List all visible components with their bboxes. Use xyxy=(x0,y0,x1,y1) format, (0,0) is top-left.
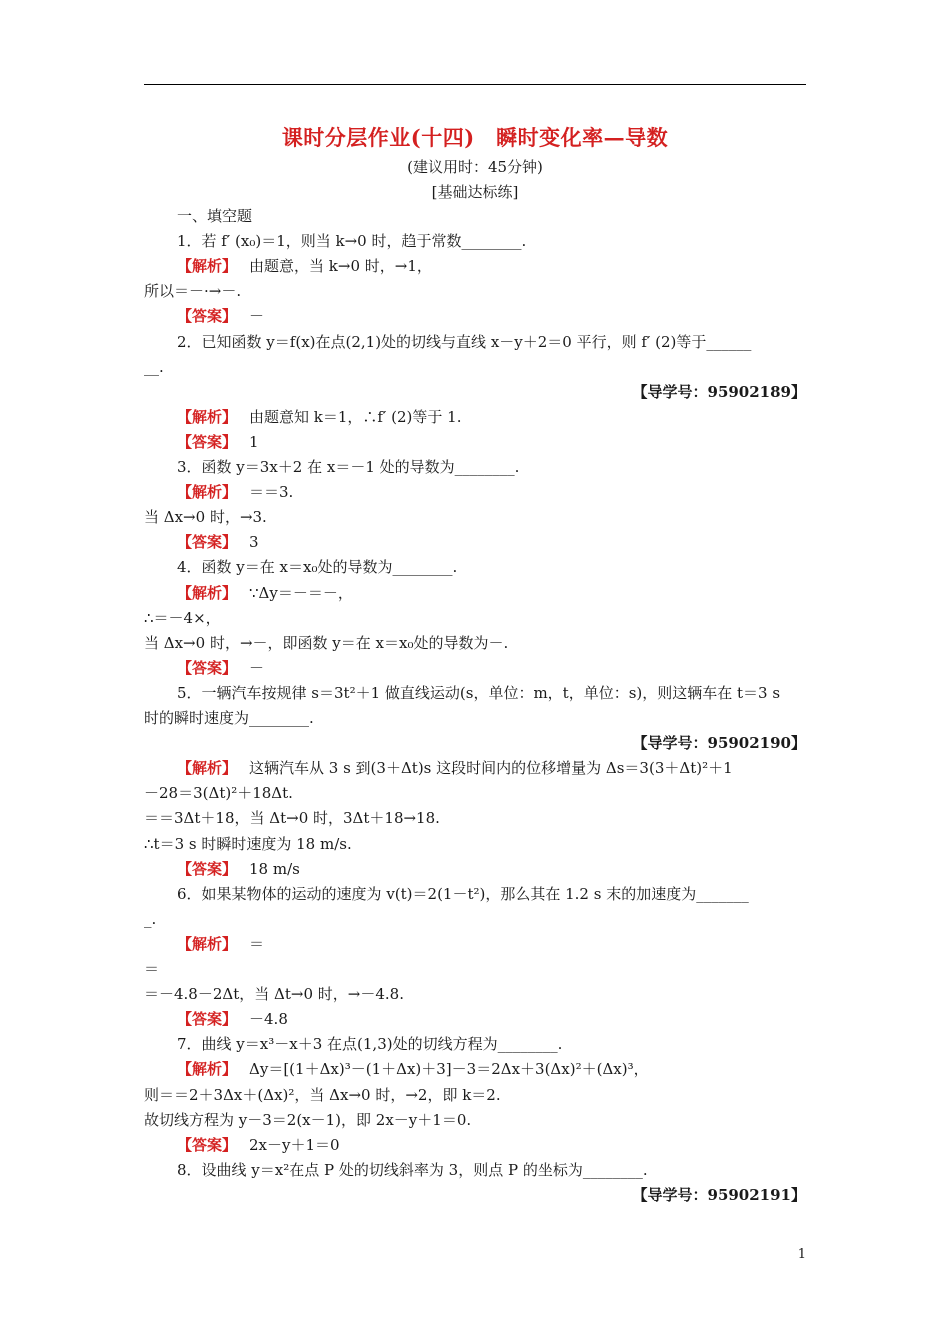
text-line: 2．已知函数 y＝f(x)在点(2,1)处的切线与直线 x－y＋2＝0 平行，则 f′ (2)等于______ xyxy=(177,333,752,351)
page-number: 1 xyxy=(797,1247,806,1262)
answer-line xyxy=(144,306,839,326)
answer-label: 【答案】 xyxy=(177,659,238,677)
answer-line xyxy=(144,658,839,678)
answer-line xyxy=(144,859,839,879)
text-line: 7．曲线 y＝x³－x＋3 在点(1,3)处的切线方程为________. xyxy=(177,1035,563,1053)
solution-label: 【解析】 xyxy=(177,1060,238,1078)
text-line: －28＝3(Δt)²＋18Δt. xyxy=(144,784,293,802)
text-line: ＝ xyxy=(144,960,160,978)
answer-label: 【答案】 xyxy=(177,860,238,878)
text-line: ∴＝－4×， xyxy=(144,609,221,627)
text-line: 故切线方程为 y－3＝2(x－1)，即 2x－y＋1＝0. xyxy=(144,1111,472,1129)
text-line: 当 Δx→0 时，→－，即函数 y＝在 x＝x₀处的导数为－. xyxy=(144,634,509,652)
line-text: － xyxy=(249,307,265,325)
page-title: 课时分层作业(十四) 瞬时变化率—导数 xyxy=(281,125,669,150)
guide-number: 【导学号：95902189】 xyxy=(632,383,806,401)
solution-line xyxy=(144,1059,839,1079)
text-line: 时的瞬时速度为________. xyxy=(144,709,314,727)
text-line: 8．设曲线 y＝x²在点 P 处的切线斜率为 3，则点 P 的坐标为________. xyxy=(177,1161,648,1179)
line-text: 3 xyxy=(249,533,259,551)
header-rule xyxy=(144,84,806,85)
solution-line xyxy=(144,407,839,427)
solution-line xyxy=(144,583,839,603)
solution-line xyxy=(144,482,839,502)
solution-label: 【解析】 xyxy=(177,483,238,501)
solution-label: 【解析】 xyxy=(177,408,238,426)
time-suggestion: (建议用时：45分钟) xyxy=(407,158,543,176)
answer-label: 【答案】 xyxy=(177,433,238,451)
text-line: 一、填空题 xyxy=(177,207,253,225)
answer-line xyxy=(144,1135,839,1155)
text-line: 所以＝－·→－. xyxy=(144,282,242,300)
line-text: 2x－y＋1＝0 xyxy=(249,1136,340,1154)
line-text: ∵Δy＝－＝－， xyxy=(249,584,353,602)
line-text: 由题意知 k＝1，∴f′ (2)等于 1. xyxy=(249,408,462,426)
text-line: 1．若 f′ (x₀)＝1，则当 k→0 时，趋于常数________. xyxy=(177,232,527,250)
solution-label: 【解析】 xyxy=(177,935,238,953)
solution-line xyxy=(144,758,839,778)
text-line: 3．函数 y＝3x＋2 在 x＝－1 处的导数为________. xyxy=(177,458,520,476)
guide-number: 【导学号：95902191】 xyxy=(632,1186,806,1204)
section-level: [基础达标练] xyxy=(431,183,519,201)
answer-line xyxy=(144,432,839,452)
solution-line xyxy=(144,256,839,276)
answer-label: 【答案】 xyxy=(177,1010,238,1028)
text-line: 6．如果某物体的运动的速度为 v(t)＝2(1－t²)，那么其在 1.2 s 末的加速度为_______ xyxy=(177,885,749,903)
solution-line xyxy=(144,934,839,954)
text-line: ＝＝3Δt＋18，当 Δt→0 时，3Δt＋18→18. xyxy=(144,809,440,827)
answer-line xyxy=(144,532,839,552)
solution-label: 【解析】 xyxy=(177,584,238,602)
line-text: －4.8 xyxy=(249,1010,288,1028)
text-line: 4．函数 y＝在 x＝x₀处的导数为________. xyxy=(177,558,458,576)
text-line: ＝－4.8－2Δt，当 Δt→0 时，→－4.8. xyxy=(144,985,404,1003)
answer-line xyxy=(144,1009,839,1029)
solution-label: 【解析】 xyxy=(177,257,238,275)
text-line: __. xyxy=(144,358,164,376)
line-text: 由题意，当 k→0 时，→1， xyxy=(249,257,432,275)
line-text: 18 m/s xyxy=(249,860,300,878)
answer-label: 【答案】 xyxy=(177,533,238,551)
guide-number: 【导学号：95902190】 xyxy=(632,734,806,752)
line-text: ＝ xyxy=(249,935,265,953)
answer-label: 【答案】 xyxy=(177,307,238,325)
answer-label: 【答案】 xyxy=(177,1136,238,1154)
line-text: Δy＝[(1＋Δx)³－(1＋Δx)＋3]－3＝2Δx＋3(Δx)²＋(Δx)³， xyxy=(249,1060,649,1078)
text-line: 当 Δx→0 时，→3. xyxy=(144,508,267,526)
text-line: 则＝＝2＋3Δx＋(Δx)²，当 Δx→0 时，→2，即 k＝2. xyxy=(144,1086,501,1104)
text-line: ∴t＝3 s 时瞬时速度为 18 m/s. xyxy=(144,835,352,853)
line-text: ＝＝3. xyxy=(249,483,294,501)
text-line: 5．一辆汽车按规律 s＝3t²＋1 做直线运动(s，单位：m，t，单位：s)，则这辆车在 t＝3 s xyxy=(177,684,781,702)
line-text: 1 xyxy=(249,433,259,451)
text-line: _. xyxy=(144,910,157,928)
line-text: 这辆汽车从 3 s 到(3＋Δt)s 这段时间内的位移增量为 Δs＝3(3＋Δt)²＋1 xyxy=(249,759,733,777)
line-text: － xyxy=(249,659,265,677)
solution-label: 【解析】 xyxy=(177,759,238,777)
